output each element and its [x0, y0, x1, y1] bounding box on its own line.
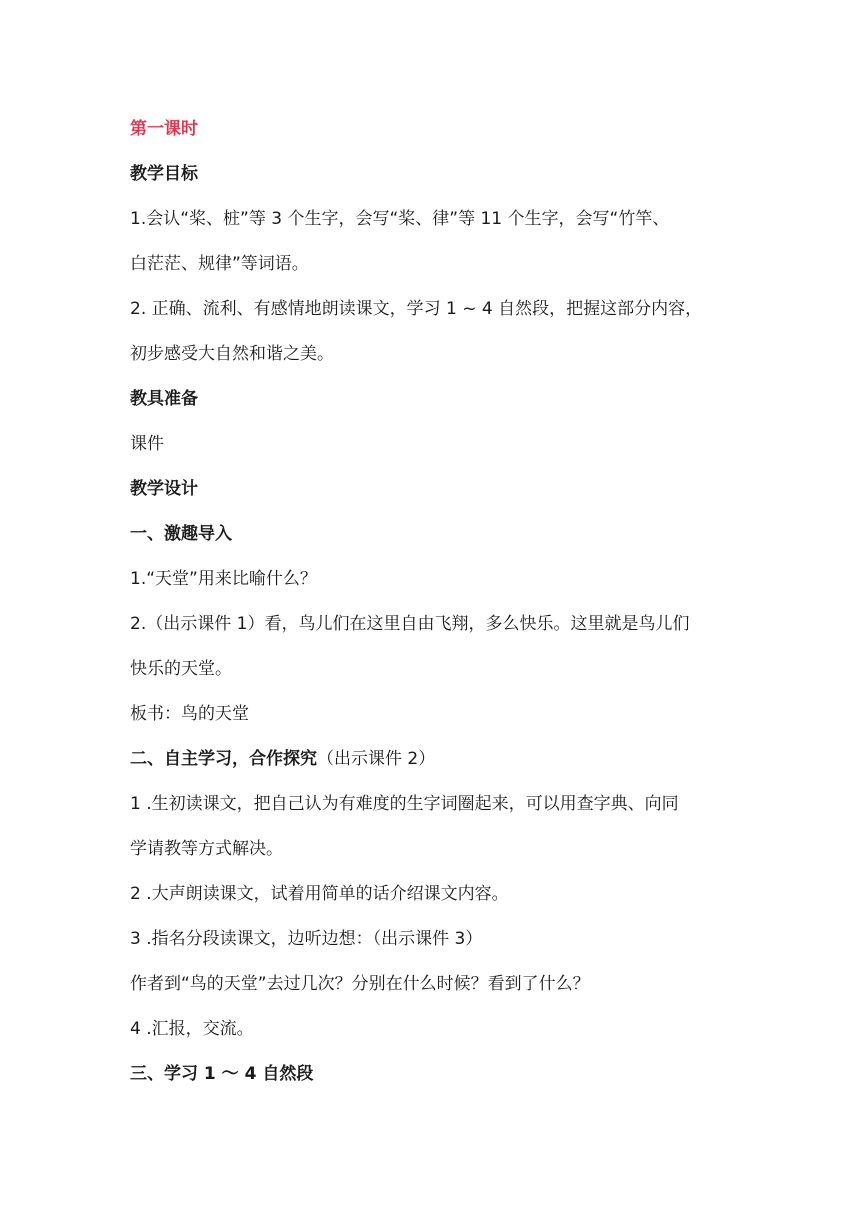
teaching-tools-text: 课件: [130, 434, 164, 454]
section-2-item-1-line-2: 学请教等方式解决。: [130, 839, 283, 859]
goal-1-line-1: 1.会认“桨、桩”等 3 个生字，会写“桨、律”等 11 个生字，会写“竹竿、: [130, 209, 670, 229]
goal-2-line-2: 初步感受大自然和谐之美。: [130, 344, 334, 364]
section-3-heading: 三、学习 1 ～ 4 自然段: [130, 1064, 314, 1084]
teaching-design-heading: 教学设计: [130, 479, 198, 499]
section-1-item-2-line-1: 2.（出示课件 1）看，鸟儿们在这里自由飞翔，多么快乐。这里就是鸟儿们: [130, 614, 690, 634]
teaching-tools-heading: 教具准备: [130, 389, 198, 409]
goal-1-line-2: 白茫茫、规律”等词语。: [130, 254, 309, 274]
blackboard-note: 板书：鸟的天堂: [130, 704, 249, 724]
section-1-heading: 一、激趣导入: [130, 524, 232, 544]
section-1-item-1: 1.“天堂”用来比喻什么？: [130, 569, 317, 589]
section-2-heading-line: [130, 747, 740, 771]
section-1-item-2-line-2: 快乐的天堂。: [130, 659, 232, 679]
section-2-item-1-line-1: 1 .生初读课文，把自己认为有难度的生字词圈起来，可以用查字典、向同: [130, 794, 679, 814]
section-2-heading: 二、自主学习，合作探究: [130, 749, 317, 769]
section-2-item-3: 3 .指名分段读课文，边听边想：（出示课件 3）: [130, 929, 483, 949]
lesson-period-title: 第一课时: [130, 119, 198, 139]
section-2-item-4: 4 .汇报，交流。: [130, 1019, 254, 1039]
section-2-item-2: 2 .大声朗读课文，试着用简单的话介绍课文内容。: [130, 884, 509, 904]
section-2-heading-note: （出示课件 2）: [317, 749, 436, 769]
teaching-goals-heading: 教学目标: [130, 164, 198, 184]
goal-2-line-1: 2. 正确、流利、有感情地朗读课文，学习 1 ~ 4 自然段，把握这部分内容，: [130, 299, 703, 319]
section-2-item-3-question: 作者到“鸟的天堂”去过几次？分别在什么时候？看到了什么？: [130, 974, 590, 994]
